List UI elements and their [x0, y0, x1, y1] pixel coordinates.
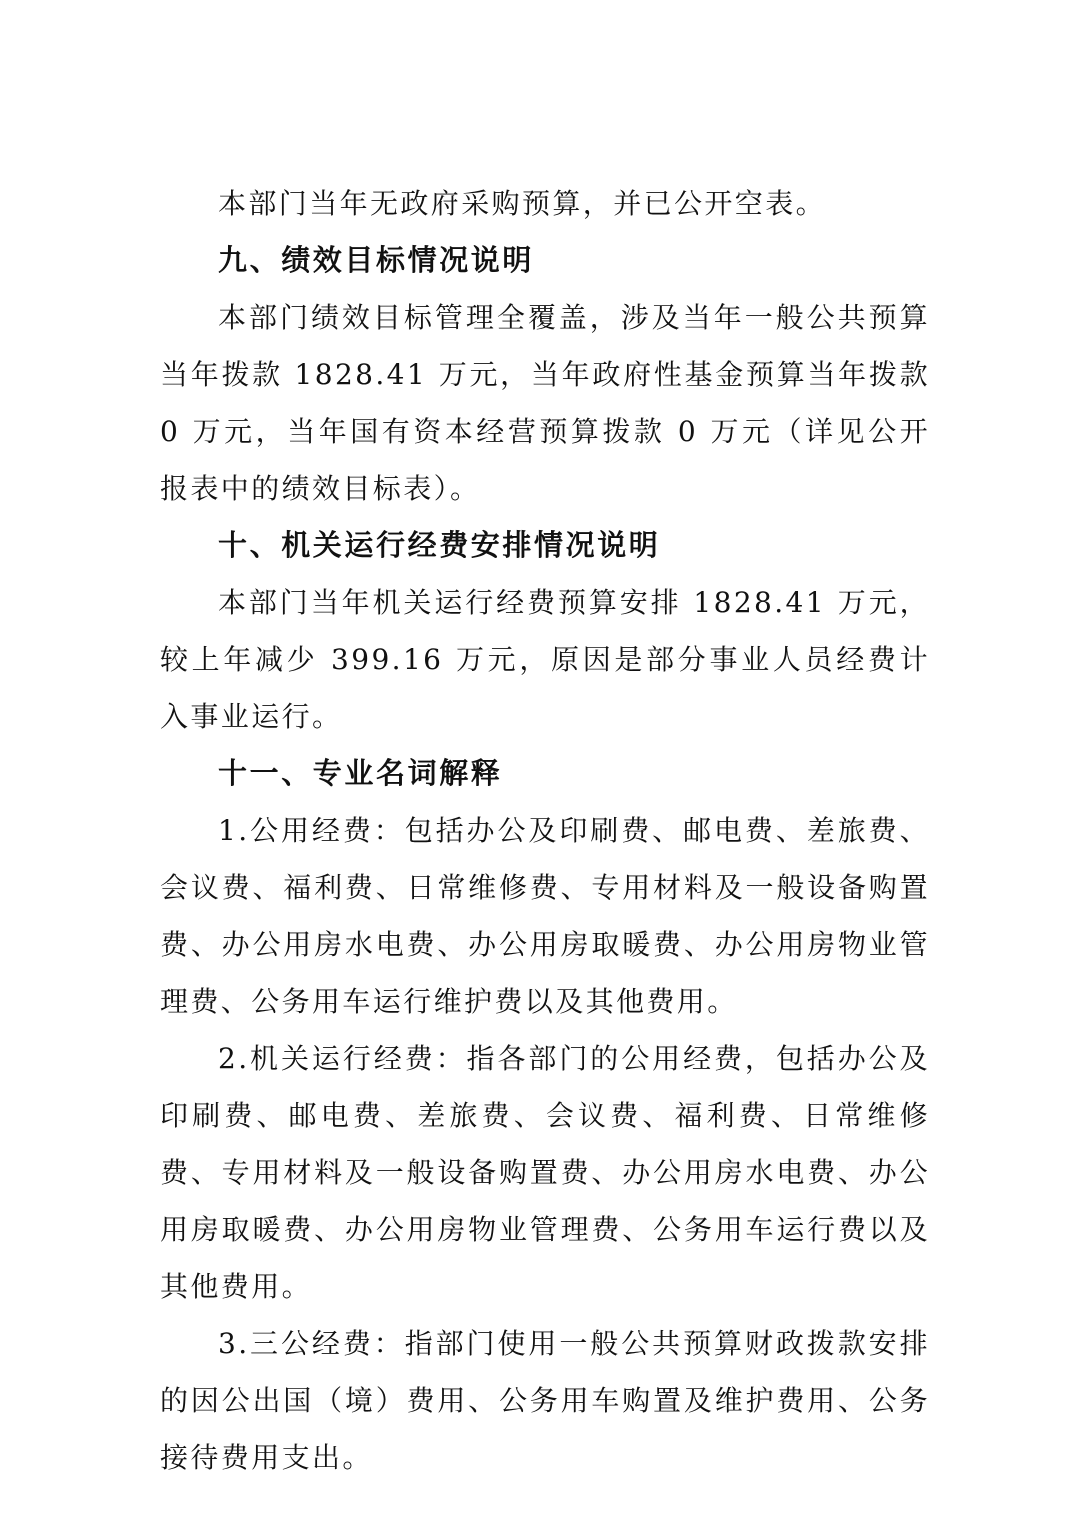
heading-performance-goals: 九、绩效目标情况说明 — [218, 243, 535, 277]
glossary-item-public-funds: 1.公用经费：包括办公及印刷费、邮电费、差旅费、会议费、福利费、日常维修费、专用材料及一般设备购置费、办公用房水电费、办公用房取暖费、办公用房物业管理费、公务用车运行维护费以及其他费用。 — [160, 814, 930, 1018]
paragraph-performance-goals: 本部门绩效目标管理全覆盖，涉及当年一般公共预算当年拨款 1828.41 万元，当年政府性基金预算当年拨款 0 万元，当年国有资本经营预算拨款 0 万元（详见公开报表中的绩效目标表）。 — [160, 301, 930, 505]
document-page — [160, 175, 930, 1486]
paragraph-operating-funds: 本部门当年机关运行经费预算安排 1828.41 万元，较上年减少 399.16 万元，原因是部分事业人员经费计入事业运行。 — [160, 586, 930, 733]
heading-glossary: 十一、专业名词解释 — [218, 756, 503, 790]
glossary-item-three-public-funds: 3.三公经费：指部门使用一般公共预算财政拨款安排的因公出国（境）费用、公务用车购置及维护费用、公务接待费用支出。 — [160, 1327, 930, 1474]
glossary-item-operating-funds: 2.机关运行经费：指各部门的公用经费，包括办公及印刷费、邮电费、差旅费、会议费、福利费、日常维修费、专用材料及一般设备购置费、办公用房水电费、办公用房取暖费、办公用房物业管理费、公务用车运行费以及其他费用。 — [160, 1042, 930, 1303]
paragraph-procurement: 本部门当年无政府采购预算，并已公开空表。 — [218, 187, 827, 220]
heading-operating-funds: 十、机关运行经费安排情况说明 — [218, 528, 661, 562]
